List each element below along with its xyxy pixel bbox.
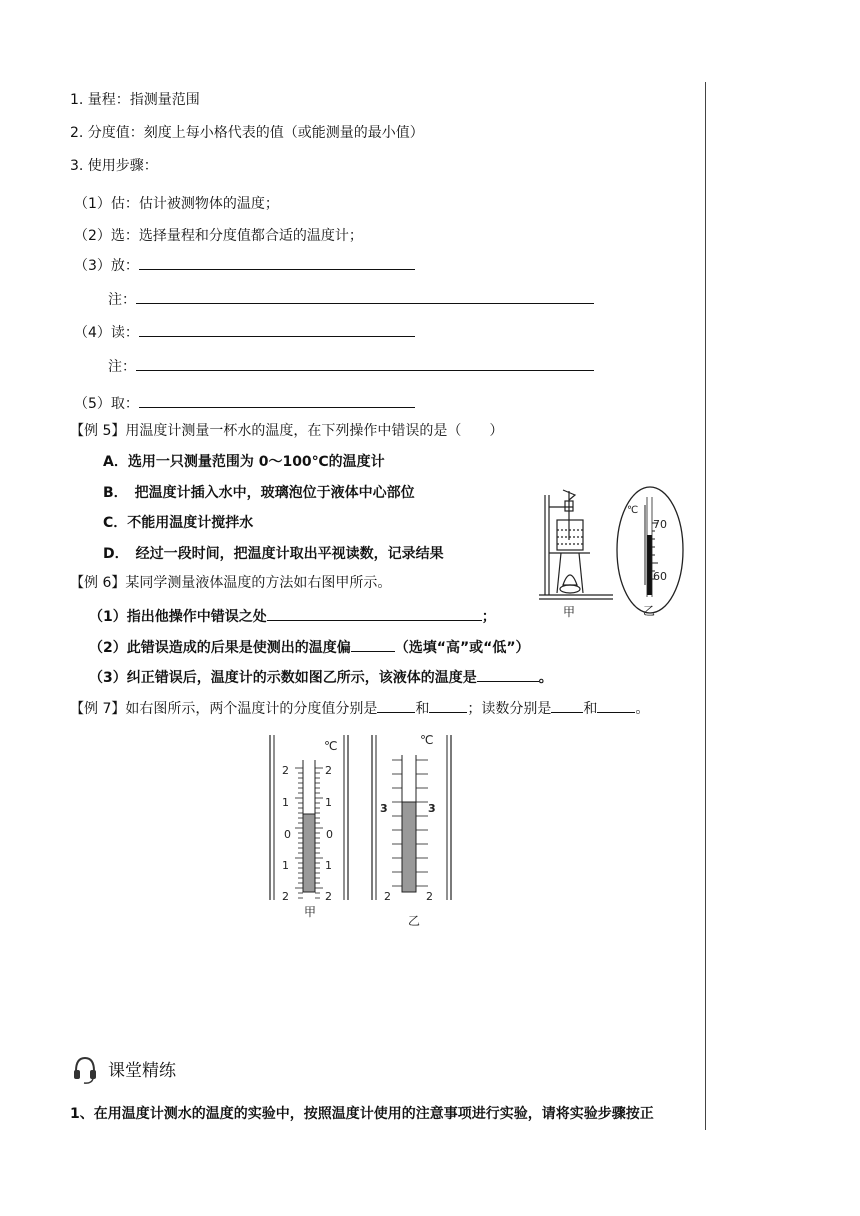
example7-figure: [262, 730, 462, 930]
jia-label-left-1: 2: [282, 764, 289, 777]
example6-q3-blank[interactable]: [477, 666, 539, 682]
step-place-note: [108, 288, 594, 309]
step-read-note-label: 注：: [108, 359, 136, 375]
step-read-note: [108, 355, 594, 376]
center-figure-label-jia: 甲: [304, 905, 317, 919]
step-estimate: （1）估：估计被测物体的温度；: [74, 196, 279, 212]
figure-right-unit: ℃: [627, 505, 639, 516]
practice-question-1: 1、在用温度计测水的温度的实验中，按照温度计使用的注意事项进行实验，请将实验步骤按正: [70, 1106, 654, 1122]
thermometer-yi: [372, 735, 451, 900]
center-figure-label-yi: 乙: [408, 914, 421, 928]
jia-label-left-3: 0: [284, 828, 291, 841]
yi-label-left-1: 3: [380, 802, 388, 815]
jia-label-left-5: 2: [282, 890, 289, 903]
step-place-blank[interactable]: [139, 254, 415, 270]
jia-label-right-5: 2: [325, 890, 332, 903]
example7-and-1: 和: [415, 701, 430, 717]
jia-label-right-4: 1: [325, 859, 332, 872]
example7-pre: 【例 7】如右图所示，两个温度计的分度值分别是: [70, 701, 378, 717]
example6-question: 【例 6】某同学测量液体温度的方法如右图甲所示。: [70, 575, 392, 591]
example6-q3-end: 。: [538, 670, 553, 686]
jia-label-right-3: 0: [326, 828, 333, 841]
example6-q3: [89, 666, 553, 687]
step-place: [74, 254, 415, 275]
step-remove: [74, 392, 415, 413]
center-figure-unit-yi: ℃: [420, 733, 434, 747]
jia-label-left-4: 1: [282, 859, 289, 872]
step-read: [74, 321, 415, 342]
yi-label-right-2: 2: [426, 890, 433, 903]
example5-option-c: C．不能用温度计搅拌水: [103, 515, 254, 531]
example5-option-a: A．选用一只测量范围为 0～100℃的温度计: [103, 454, 385, 470]
section-title: 课堂精练: [108, 1061, 176, 1081]
step-select: （2）选：选择量程和分度值都合适的温度计；: [74, 228, 363, 244]
example7-question: [70, 697, 649, 718]
example6-q2-hint: （选填“高”或“低”）: [394, 640, 530, 656]
step-remove-blank[interactable]: [139, 392, 415, 408]
headphones-icon: [72, 1055, 98, 1085]
example7-and-2: 和: [583, 701, 598, 717]
steps-heading: 3. 使用步骤：: [70, 158, 158, 174]
example5-option-b: B． 把温度计插入水中，玻璃泡位于液体中心部位: [103, 485, 415, 501]
example6-q2: [89, 636, 530, 657]
tick-label-60: 60: [653, 570, 667, 583]
figure-label-yi: 乙: [643, 604, 656, 618]
step-place-note-blank[interactable]: [136, 288, 594, 304]
step-read-blank[interactable]: [139, 321, 415, 337]
example6-q2-blank[interactable]: [351, 636, 395, 652]
step-read-label: （4）读：: [74, 325, 139, 341]
step-place-note-label: 注：: [108, 292, 136, 308]
stand-setup-drawing: [539, 490, 613, 599]
example7-end: 。: [635, 701, 650, 717]
example6-q1-end: ；: [481, 609, 496, 625]
tick-label-70: 70: [653, 518, 667, 531]
jia-label-left-2: 1: [282, 796, 289, 809]
example7-blank-1[interactable]: [377, 697, 415, 713]
example6-q1: [89, 605, 496, 626]
page-right-border: [705, 82, 706, 1130]
example5-option-d: D． 经过一段时间，把温度计取出平视读数，记录结果: [103, 546, 444, 562]
thermometer-jia: [270, 735, 348, 900]
example5-question: 【例 5】用温度计测量一杯水的温度，在下列操作中错误的是（ ）: [70, 423, 504, 439]
range-definition: 1. 量程：指测量范围: [70, 92, 200, 108]
example7-mid: ；读数分别是: [467, 701, 552, 717]
jia-label-right-1: 2: [325, 764, 332, 777]
example6-figure: [535, 485, 685, 625]
yi-label-right-1: 3: [428, 802, 436, 815]
division-definition: 2. 分度值：刻度上每小格代表的值（或能测量的最小值）: [70, 125, 424, 141]
step-place-label: （3）放：: [74, 258, 139, 274]
example7-blank-4[interactable]: [597, 697, 635, 713]
example6-q1-label: （1）指出他操作中错误之处: [89, 609, 267, 625]
step-remove-label: （5）取：: [74, 396, 139, 412]
jia-label-right-2: 1: [325, 796, 332, 809]
example7-blank-2[interactable]: [429, 697, 467, 713]
example6-q1-blank[interactable]: [267, 605, 482, 621]
figure-label-jia: 甲: [563, 605, 576, 619]
center-figure-unit-jia: ℃: [324, 739, 338, 753]
example7-blank-3[interactable]: [551, 697, 583, 713]
example6-q2-label: （2）此错误造成的后果是使测出的温度偏: [89, 640, 351, 656]
example6-q3-label: （3）纠正错误后，温度计的示数如图乙所示，该液体的温度是: [89, 670, 477, 686]
step-read-note-blank[interactable]: [136, 355, 594, 371]
yi-label-left-2: 2: [384, 890, 391, 903]
